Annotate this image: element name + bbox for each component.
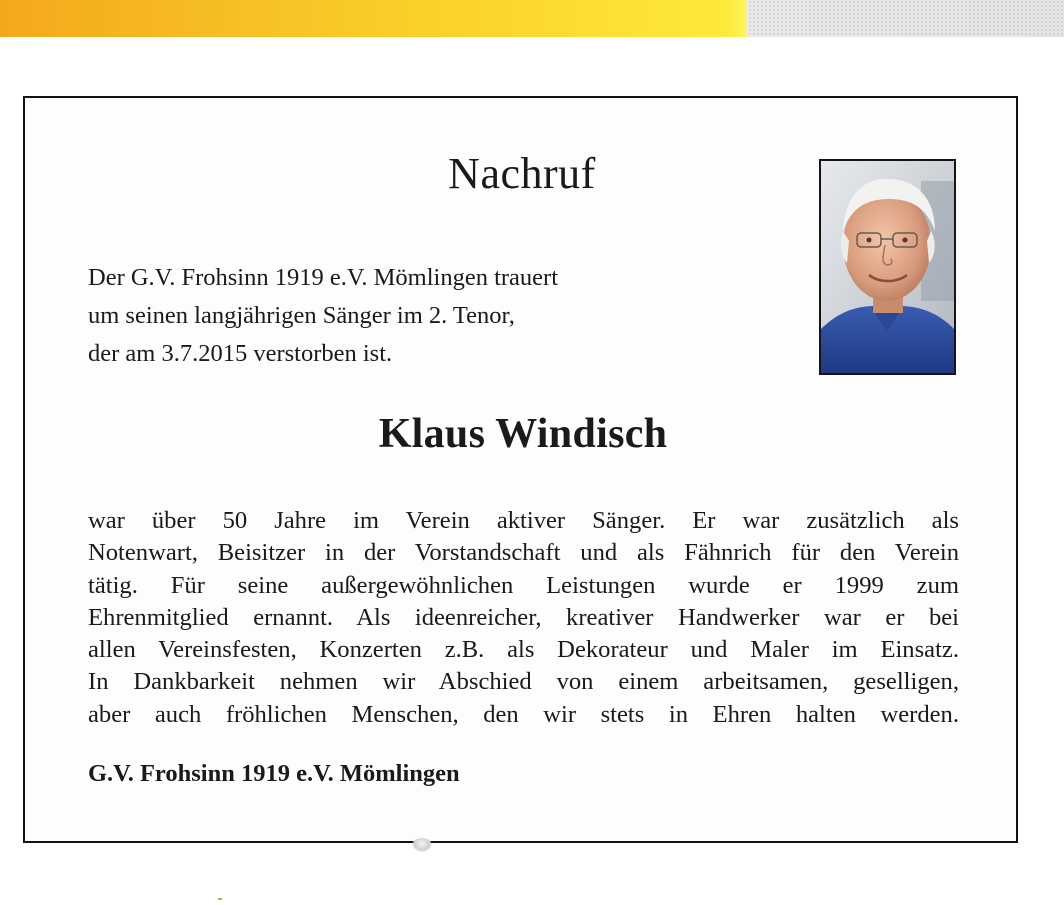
obituary-body: [88, 505, 959, 731]
body-line: Notenwart, Beisitzer in der Vorstandschaft und als Fähnrich für den Verein: [88, 539, 959, 567]
deceased-name: Klaus Windisch: [378, 411, 668, 457]
notice-title: Nachruf: [448, 149, 596, 198]
signature: G.V. Frohsinn 1919 e.V. Mömlingen: [88, 760, 460, 787]
intro-line: um seinen langjährigen Sänger im 2. Tenor,: [88, 302, 515, 329]
body-line: tätig. Für seine außergewöhnlichen Leistungen wurde er 1999 zum: [88, 571, 959, 599]
intro-line: der am 3.7.2015 verstorben ist.: [88, 340, 393, 367]
portrait-photo-icon: [821, 161, 954, 373]
portrait-photo: [819, 159, 956, 375]
intro-line: Der G.V. Frohsinn 1919 e.V. Mömlingen trauert: [88, 264, 558, 291]
body-line: Ehrenmitglied ernannt. Als ideenreicher, kreativer Handwerker war er bei: [88, 603, 959, 631]
pin-mark: [412, 838, 432, 852]
print-speck: [218, 898, 222, 900]
body-line: war über 50 Jahre im Verein aktiver Sänger. Er war zusätzlich als: [88, 507, 959, 534]
body-line: In Dankbarkeit nehmen wir Abschied von einem arbeitsamen, geselligen,: [88, 668, 959, 696]
intro-text: [88, 259, 728, 373]
header-color-band: [0, 0, 1064, 37]
body-line: allen Vereinsfesten, Konzerten z.B. als Dekorateur und Maler im Einsatz.: [88, 636, 959, 664]
body-line: aber auch fröhlichen Menschen, den wir stets in Ehren halten werden.: [88, 700, 959, 728]
halftone-pattern: [748, 0, 1064, 37]
